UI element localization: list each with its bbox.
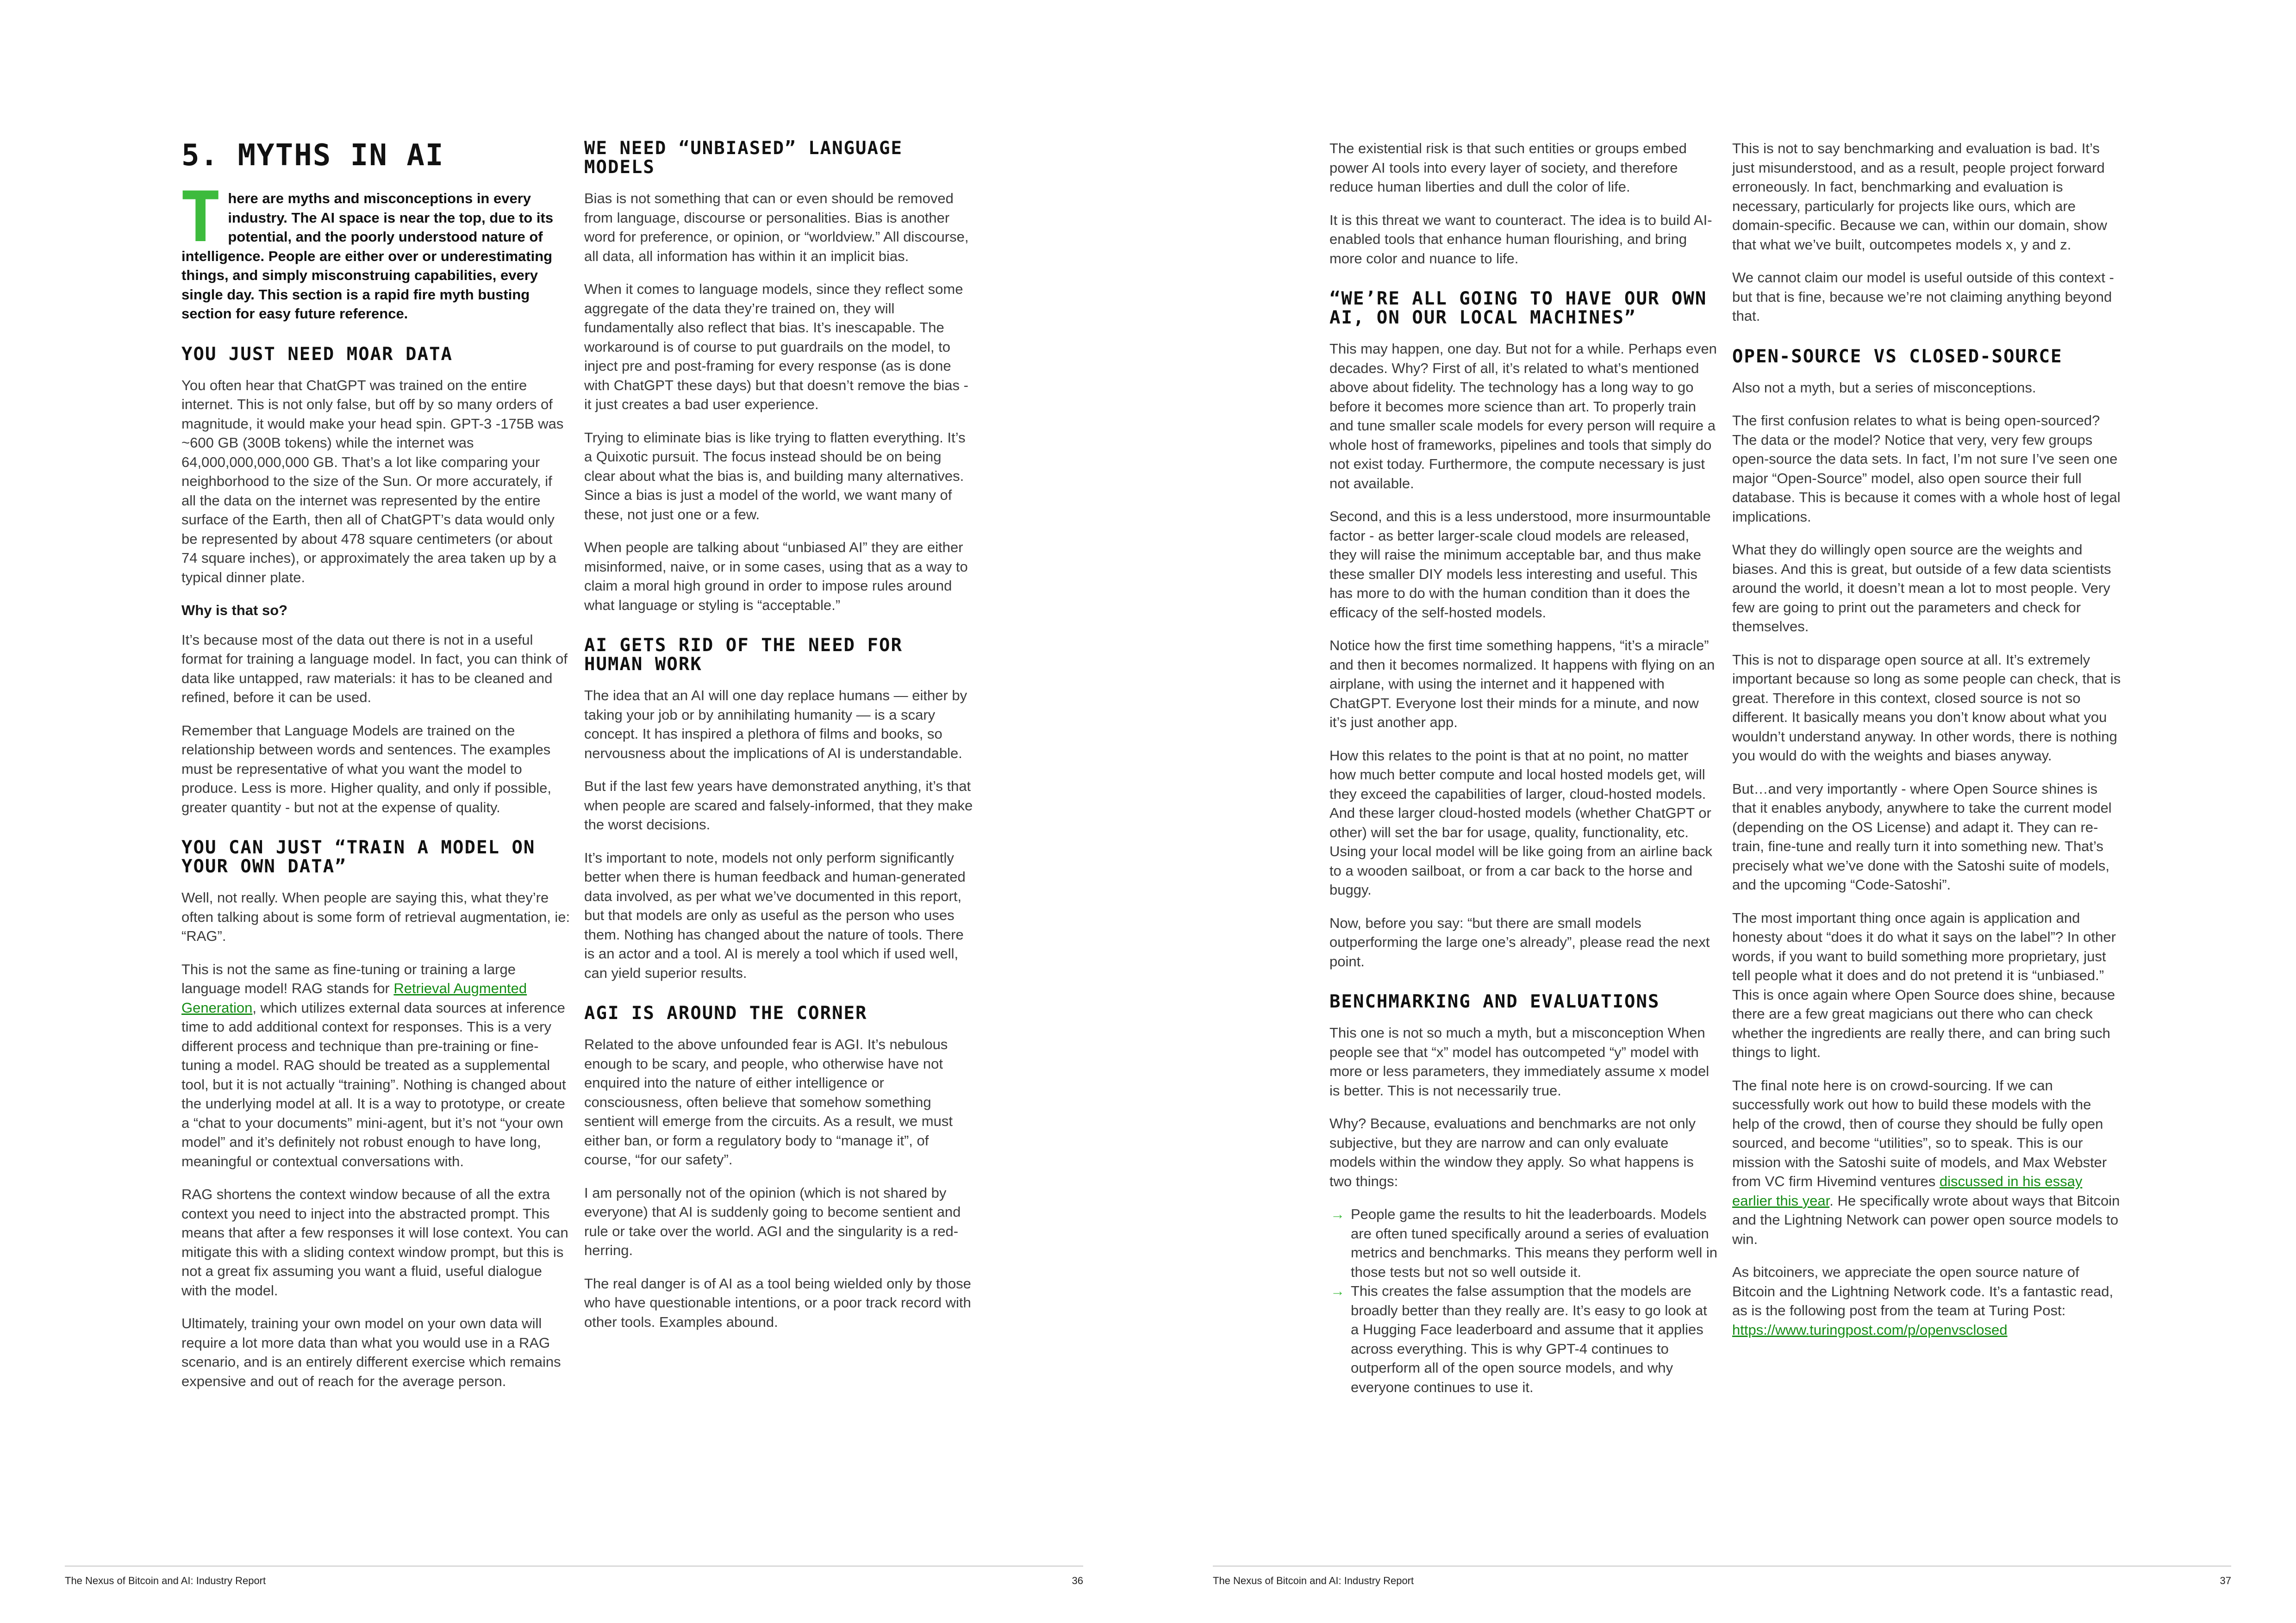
heading-agi: AGI IS AROUND THE CORNER <box>584 1003 867 1024</box>
paragraph: Trying to eliminate bias is like trying to flatten everything. It’s a Quixotic pursuit. The focus instead should be on being clear about what the bias is, and building many alternatives. Since a bias is just a model of the world, we want many of these, not just one or a few. <box>584 429 966 522</box>
paragraph: But if the last few years have demonstrated anything, it’s that when people are scared and falsely-informed, that they make the worst decisions. <box>584 778 973 833</box>
paragraph: Notice how the first time something happens, “it’s a miracle” and then it becomes normalized. It happens with flying on an airplane, with using the internet and it happened with ChatGPT. Everyone lost their minds for a minute, and now it’s just another app. <box>1329 637 1715 730</box>
column-2 <box>584 139 973 1345</box>
paragraph: The existential risk is that such entities or groups embed power AI tools into every layer of society, and therefore reduce human liberties and dull the color of life. <box>1329 140 1687 195</box>
heading-local-ai: “WE’RE ALL GOING TO HAVE OUR OWN AI, ON OUR LOCAL MACHINES” <box>1329 288 1707 328</box>
text: This is not the same as fine-tuning or training a large language model! RAG stands for <box>181 961 516 996</box>
paragraph: Second, and this is a less understood, more insurmountable factor - as better larger-scale cloud models are released, they will raise the minimum acceptable bar, and thus make these smaller DIY models less interesting and useful. This has more to do with the human condition than it does the efficacy of the self-hosted models. <box>1329 508 1711 621</box>
paragraph: Well, not really. When people are saying this, what they’re often talking about is some form of retrieval augmentation, ie: “RAG”. <box>181 889 570 944</box>
text: As bitcoiners, we appreciate the open source nature of Bitcoin and the Lightning Network code. It’s a fantastic read, as is the following post from the team at Turing Post: <box>1732 1264 2114 1318</box>
paragraph: Remember that Language Models are trained on the relationship between words and sentences. The examples must be representative of what you want the model to produce. Less is more. Higher quality, and only if possible, greater quantity - but not at the expense of quality. <box>181 722 551 815</box>
column-3 <box>1329 139 1718 1411</box>
paragraph: The first confusion relates to what is being open-sourced? The data or the model? Notice that very, very few groups open-source the data sets. In fact, I’m not sure I’ve seen one major “Open-Source” model, also open source their full database. This is because it comes with a whole host of legal implications. <box>1732 412 2121 525</box>
list-item-text: This creates the false assumption that the models are broadly better than they really are. It’s easy to go look at a Hugging Face leaderboard and assume that it applies across everything. This is why GPT-4 continues to outperform all of the open source models, and why everyone continues to use it. <box>1351 1283 1707 1395</box>
list-item <box>1329 1205 1718 1281</box>
paragraph: This is not to say benchmarking and evaluation is bad. It’s just misunderstood, and as a result, people project forward erroneously. In fact, benchmarking and evaluation is necessary, particularly for projects like ours, which are domain-specific. Because we can, within our domain, show that what we’ve built, outcompetes models x, y and z. <box>1732 140 2107 253</box>
column-1 <box>181 139 570 1405</box>
rag-link[interactable]: Retrieval Augmented Generation <box>181 980 527 1016</box>
paragraph: I am personally not of the opinion (which is not shared by everyone) that AI is suddenly going to become sentient and rule or take over the world. AGI and the singularity is a red-herring. <box>584 1184 961 1258</box>
heading-benchmarking: BENCHMARKING AND EVALUATIONS <box>1329 991 1660 1012</box>
bullet-list <box>1329 1205 1718 1397</box>
paragraph: Ultimately, training your own model on your own data will require a lot more data than what you would use in a RAG scenario, and is an entirely different exercise which remains expensive and out of reach for the average person. <box>181 1315 561 1389</box>
paragraph: This may happen, one day. But not for a while. Perhaps even decades. Why? First of all, it’s related to what’s mentioned above about fidelity. The technology has a long way to go before it becomes more science than art. To properly train and tune smaller scale models for every person will require a whole host of frameworks, pipelines and tools that simply do not exist today. Furthermore, the compute necessary is just not available. <box>1329 341 1717 491</box>
arrow-right-icon: → <box>1330 1283 1345 1299</box>
list-item <box>1329 1281 1718 1397</box>
footer-divider <box>1213 1566 2231 1567</box>
paragraph: The most important thing once again is application and honesty about “does it do what it says on the label”? In other words, if you want to build something more proprietary, just tell people what it does and do not pretend it is “unbiased.” This is once again where Open Source does shine, because there are a few great magicians out there who can check whether the ingredients are really there, and can bring such things to light. <box>1732 909 2116 1060</box>
paragraph: How this relates to the point is that at no point, no matter how much better compute and local hosted models get, will they exceed the capabilities of larger, cloud-hosted models. And these larger cloud-hosted models (whether ChatGPT or other) will set the bar for usage, quality, functionality, etc. Using your local model will be like going from an airline back to a wooden sailboat, or from a car back to the horse and buggy. <box>1329 747 1713 898</box>
paragraph: It’s because most of the data out there is not in a useful format for training a language model. In fact, you can think of data like untapped, raw materials: it has to be cleaned and refined, before it can be used. <box>181 631 568 705</box>
section-title: 5. MYTHS IN AI <box>181 138 444 173</box>
paragraph: What they do willingly open source are the weights and biases. And this is great, but outside of a few data scientists around the world, it doesn’t mean a lot to most people. Very few are going to print out the parameters and check for themselves. <box>1732 541 2111 634</box>
paragraph: This is not to disparage open source at all. It’s extremely important because so long as some people can check, that is great. Therefore in this context, closed source is not so different. It basically means you don’t know about what you wouldn’t understand anyway. In other words, there is nothing you would do with the weights and biases anyway. <box>1732 651 2121 764</box>
page-number: 36 <box>1072 1575 1083 1586</box>
paragraph: Related to the above unfounded fear is AGI. It’s nebulous enough to be scary, and people, who otherwise have not enquired into the nature of either intelligence or consciousness, often believe that somehow something sentient will emerge from the circuits. As a result, we must either ban, or form a regulatory body to “manage it”, of course, “for our safety”. <box>584 1036 953 1168</box>
paragraph: It’s important to note, models not only perform significantly better when there is human feedback and human-generated data involved, as per what we’ve documented in this report, but that models are only as useful as the person who uses them. Nothing has changed about the nature of tools. There is an actor and a tool. AI is merely a tool which if used well, can yield superior results. <box>584 849 966 981</box>
paragraph: The real danger is of AI as a tool being wielded only by those who have questionable intentions, or a poor track record with other tools. Examples abound. <box>584 1275 971 1330</box>
paragraph: This one is not so much a myth, but a misconception When people see that “x” model has outcompeted “y” model with more or less parameters, they immediately assume x model is better. This is not necessarily true. <box>1329 1025 1710 1099</box>
paragraph: You often hear that ChatGPT was trained on the entire internet. This is not only false, but off by so many orders of magnitude, it would make your head spin. GPT-3 -175B was ~600 GB (300B tokens) while the internet was 64,000,000,000,000 GB. That’s a lot like comparing your neighborhood to the size of the Sun. Or more accurately, if all the data on the internet was represented by the entire surface of the Earth, then all of ChatGPT’s data would only be represented by about 478 square centimeters (or about 74 square inches), or approximately the area taken up by a typical dinner plate. <box>181 377 564 585</box>
page-right <box>1148 0 2296 1623</box>
arrow-right-icon: → <box>1330 1206 1345 1222</box>
heading-unbiased: WE NEED “UNBIASED” LANGUAGE MODELS <box>584 138 903 178</box>
essay-link[interactable]: discussed in his essay earlier this year <box>1732 1173 2083 1209</box>
paragraph: But…and very importantly - where Open Source shines is that it enables anybody, anywhere to take the current model (depending on the OS License) and adapt it. They can re-train, fine-tune and really turn it into something new. That’s precisely what we’ve done with the Satoshi suite of models, and the upcoming “Code-Satoshi”. <box>1732 780 2112 893</box>
subheading-why: Why is that so? <box>181 602 288 618</box>
paragraph <box>1732 1076 2121 1249</box>
list-item-text: People game the results to hit the leaderboards. Models are often tuned specifically around a series of evaluation metrics and benchmarks. This means they perform well in those tests but not so well outside it. <box>1351 1206 1717 1280</box>
paragraph: When it comes to language models, since they reflect some aggregate of the data they’re trained on, they will fundamentally also reflect that bias. It’s inescapable. The workaround is of course to put guardrails on the model, to inject pre and post-framing for every response (as is done with ChatGPT these days) but that doesn’t remove the bias - it just creates a bad user experience. <box>584 281 968 412</box>
paragraph <box>181 960 570 1171</box>
paragraph: Why? Because, evaluations and benchmarks are not only subjective, but they are narrow and can only evaluate models within the window they apply. So what happens is two things: <box>1329 1115 1696 1189</box>
paragraph: Now, before you say: “but there are small models outperforming the large one’s already”, please read the next point. <box>1329 914 1710 970</box>
footer-title: The Nexus of Bitcoin and AI: Industry Report <box>65 1575 266 1586</box>
page-number: 37 <box>2220 1575 2231 1586</box>
paragraph: When people are talking about “unbiased AI” they are either misinformed, naive, or in some cases, using that as a way to claim a moral high ground in order to impose rules around what language or styling is “acceptable.” <box>584 539 968 613</box>
paragraph: The idea that an AI will one day replace humans — either by taking your job or by annihilating humanity — is a scary concept. It has inspired a plethora of films and books, so nervousness about the implications of AI is understandable. <box>584 687 967 761</box>
paragraph: RAG shortens the context window because of all the extra context you need to inject into the abstracted prompt. This means that after a few responses it will lose context. You can mitigate this with a sliding context window prompt, but this is not a great fix assuming you want a fluid, useful dialogue with the model. <box>181 1186 568 1299</box>
heading-moar-data: YOU JUST NEED MOAR DATA <box>181 343 453 365</box>
column-4 <box>1732 139 2121 1353</box>
text: , which utilizes external data sources at inference time to add additional context for responses. This is a very different process and technique than pre-training or fine-tuning a model. RAG should be treated as a supplemental tool, but it is not actually “training”. Nothing is changed about the underlying model at all. It is a way to prototype, or create a “chat to your documents” mini-agent, but it’s not “your own model” and it’s definitely not robust enough to have long, meaningful or contextual conversations with. <box>181 999 566 1169</box>
intro-text: here are myths and misconceptions in every industry. The AI space is near the top, due to its potential, and the poorly understood nature of intelligence. People are either over or underestimating things, and simply misconstruing capabilities, every single day. This section is a rapid fire myth busting section for easy future reference. <box>181 190 554 322</box>
heading-train-own-data: YOU CAN JUST “TRAIN A MODEL ON YOUR OWN DATA” <box>181 837 536 877</box>
paragraph: It is this threat we want to counteract. The idea is to build AI-enabled tools that enhance human flourishing, and bring more color and nuance to life. <box>1329 211 1712 267</box>
text: The final note here is on crowd-sourcing. If we can successfully work out how to build these models with the help of the crowd, then of course they should be fully open sourced, and become “utilities”, so to speak. This is our mission with the Satoshi suite of models, and Max Webster from VC firm Hivemind ventures <box>1732 1077 2107 1189</box>
paragraph: Also not a myth, but a series of misconceptions. <box>1732 379 2036 396</box>
paragraph: Bias is not something that can or even should be removed from language, discourse or personalities. Bias is another word for preference, or opinion, or “worldview.” All discourse, all data, all information has within it an implicit bias. <box>584 190 969 264</box>
footer-title: The Nexus of Bitcoin and AI: Industry Report <box>1213 1575 1414 1586</box>
heading-open-source: OPEN-SOURCE VS CLOSED-SOURCE <box>1732 346 2063 367</box>
text: . He specifically wrote about ways that Bitcoin and the Lightning Network can power open source models to win. <box>1732 1192 2120 1247</box>
footer-divider <box>65 1566 1083 1567</box>
heading-human-work: AI GETS RID OF THE NEED FOR HUMAN WORK <box>584 635 903 675</box>
paragraph <box>1732 1262 2121 1339</box>
drop-cap: T <box>180 177 222 258</box>
turingpost-link[interactable]: https://www.turingpost.com/p/openvsclosed <box>1732 1321 2008 1338</box>
intro-paragraph <box>180 177 570 323</box>
paragraph: We cannot claim our model is useful outside of this context - but that is fine, because we’re not claiming anything beyond that. <box>1732 269 2114 324</box>
